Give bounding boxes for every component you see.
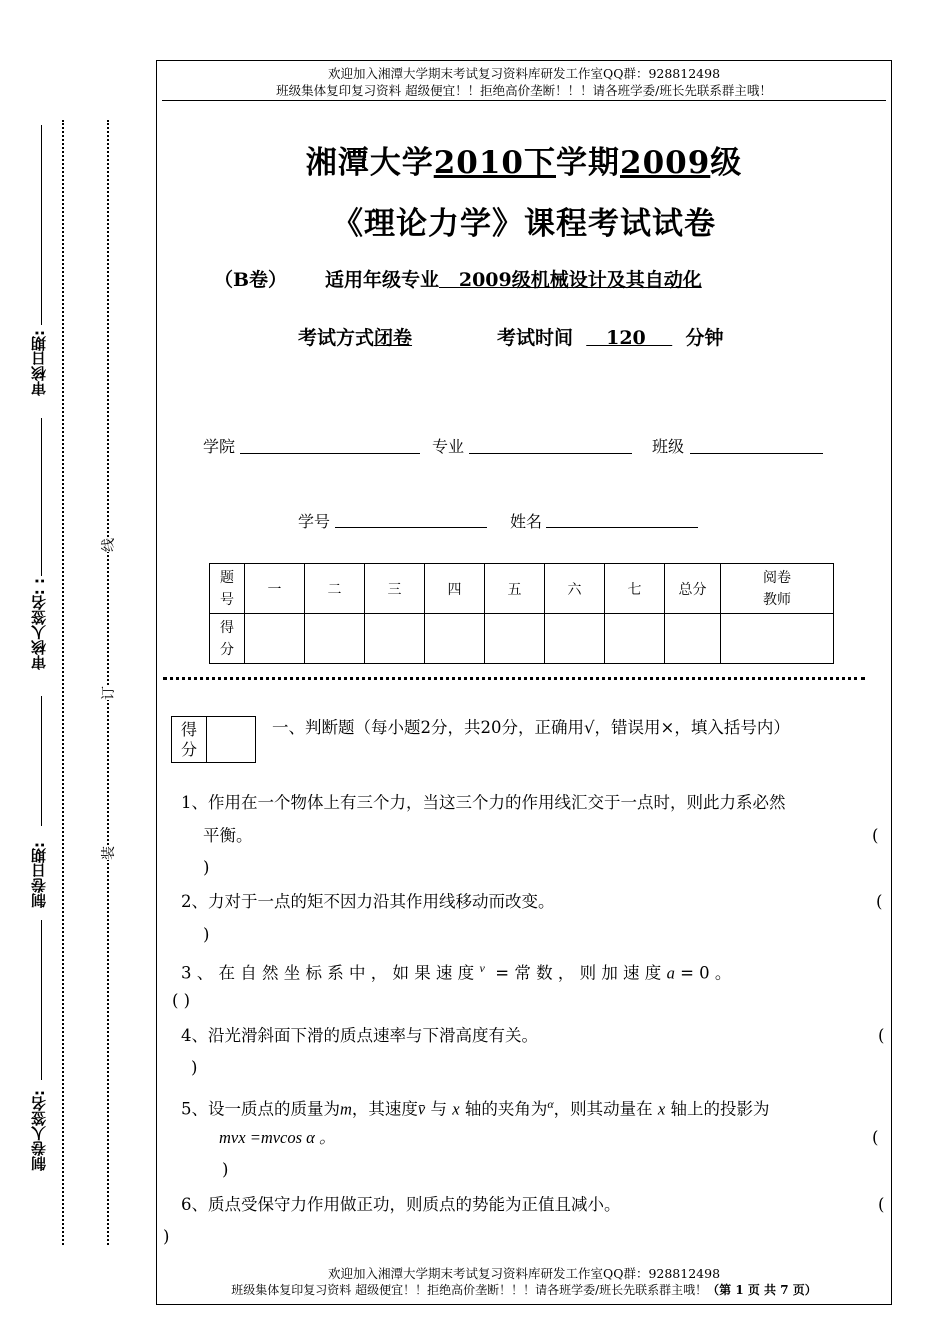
binding-mark-line: 线 (98, 538, 118, 552)
score-cell[interactable] (605, 614, 665, 664)
question-5-formula: mvx =mvcos α 。 (219, 1128, 336, 1147)
question-6: 6、质点受保守力作用做正功，则质点的势能为正值且减小。 (181, 1195, 621, 1214)
answer-paren-open[interactable]: ( (878, 1195, 885, 1214)
answer-paren-open[interactable]: ( (872, 1128, 879, 1147)
maker-signature-label: 制卷人签名: (30, 1090, 48, 1171)
answer-paren-close[interactable]: ) (203, 858, 210, 877)
reviewer-signature-label: 审核人签名: : (30, 578, 48, 671)
binding-dotted-line-inner (107, 120, 109, 1245)
name-label: 姓名 (510, 512, 543, 531)
col-1: 一 (245, 564, 305, 614)
answer-paren-close[interactable]: ) (222, 1160, 229, 1179)
review-date-label: 审核日期: (30, 330, 48, 396)
major-label: 专业 (432, 437, 465, 456)
student-id-field[interactable] (335, 527, 487, 528)
col-6: 六 (545, 564, 605, 614)
col-5: 五 (485, 564, 545, 614)
score-cell[interactable] (545, 614, 605, 664)
question-3: 3 、 在 自 然 坐 标 系 中 ， 如 果 速 度 $^v$ = 常 数 ， 则 加 速 度 a = 0 。 (181, 961, 732, 983)
exam-title-line2: 《理论力学》课程考试试卷 (332, 206, 716, 242)
header-notice-2: 班级集体复印复习资料 超级便宜！！拒绝高价垄断！！！请各班学委/班长先联系群主哦！ (276, 83, 772, 98)
score-cell[interactable] (365, 614, 425, 664)
answer-paren-close[interactable]: ) (163, 1227, 170, 1246)
col-4: 四 (425, 564, 485, 614)
col-7: 七 (605, 564, 665, 614)
page-number: （第 1 页 共 7 页） (707, 1283, 817, 1297)
header-rule (162, 100, 886, 101)
footer-notice-2: 班级集体复印复习资料 超级便宜！！拒绝高价垄断！！！请各班学委/班长先联系群主哦！（第 1 页 共 7 页） (231, 1283, 817, 1297)
question-5-line1: 5、设一质点的质量为m，其速度v̄ 与 x 轴的夹角为$^\alpha$，则其动量在 x 轴上的投影为 (181, 1097, 770, 1119)
answer-paren-open[interactable]: ( (872, 826, 879, 845)
col-total: 总分 (665, 564, 721, 614)
score-table (209, 563, 834, 664)
college-label: 学院 (203, 437, 236, 456)
class-field[interactable] (690, 453, 823, 454)
col-reviewer: 阅卷 教师 (721, 564, 834, 614)
score-cell[interactable] (425, 614, 485, 664)
college-field[interactable] (240, 453, 420, 454)
binding-mark-staple: 订 (98, 686, 118, 700)
table-header-label: 题 号 (210, 564, 245, 614)
name-field[interactable] (546, 527, 698, 528)
col-2: 二 (305, 564, 365, 614)
score-cell[interactable] (245, 614, 305, 664)
question-1-line2: 平衡。 (203, 826, 253, 845)
section-separator (163, 677, 865, 680)
paper-type: （B卷） (214, 269, 288, 291)
section-heading: 一、判断题（每小题2分，共20分，正确用√，错误用×，填入括号内） (272, 718, 790, 737)
col-3: 三 (365, 564, 425, 614)
question-1-line1: 1、作用在一个物体上有三个力，当这三个力的作用线汇交于一点时，则此力系必然 (181, 793, 786, 812)
binding-mark-bind: 装 (98, 846, 118, 860)
section-score-box (171, 716, 256, 763)
footer-notice-1: 欢迎加入湘潭大学期末考试复习资料库研发工作室QQ群：928812498 (327, 1266, 721, 1281)
score-cell[interactable] (485, 614, 545, 664)
score-cell[interactable] (665, 614, 721, 664)
answer-paren-close[interactable]: ) (203, 925, 210, 944)
answer-paren-open[interactable]: ( (878, 1026, 885, 1045)
exam-mode: 考试方式闭卷 (298, 327, 413, 349)
section-score-label: 得 分 (172, 717, 207, 763)
exam-time: 考试时间 120 分钟 (497, 327, 724, 349)
score-cell[interactable] (305, 614, 365, 664)
student-id-label: 学号 (298, 512, 331, 531)
exam-title-line1: 湘潭大学2010下学期2009级 (305, 145, 743, 181)
made-date-label: 制卷日期: (30, 842, 48, 908)
answer-paren-close[interactable]: ) (191, 1058, 198, 1077)
question-2: 2、力对于一点的矩不因力沿其作用线移动而改变。 (181, 892, 555, 911)
binding-dotted-line-outer (62, 120, 64, 1245)
class-label: 班级 (652, 437, 685, 456)
section-score-cell[interactable] (207, 717, 256, 763)
table-score-label: 得 分 (210, 614, 245, 664)
answer-paren[interactable]: ( ) (172, 991, 191, 1010)
major-field[interactable] (469, 453, 632, 454)
answer-paren-open[interactable]: ( (876, 892, 883, 911)
question-4: 4、沿光滑斜面下滑的质点速率与下滑高度有关。 (181, 1026, 538, 1045)
score-cell[interactable] (721, 614, 834, 664)
header-notice-1: 欢迎加入湘潭大学期末考试复习资料库研发工作室QQ群：928812498 (327, 66, 721, 81)
applicable-major: 适用年级专业 2009级机械设计及其自动化 (325, 269, 702, 291)
